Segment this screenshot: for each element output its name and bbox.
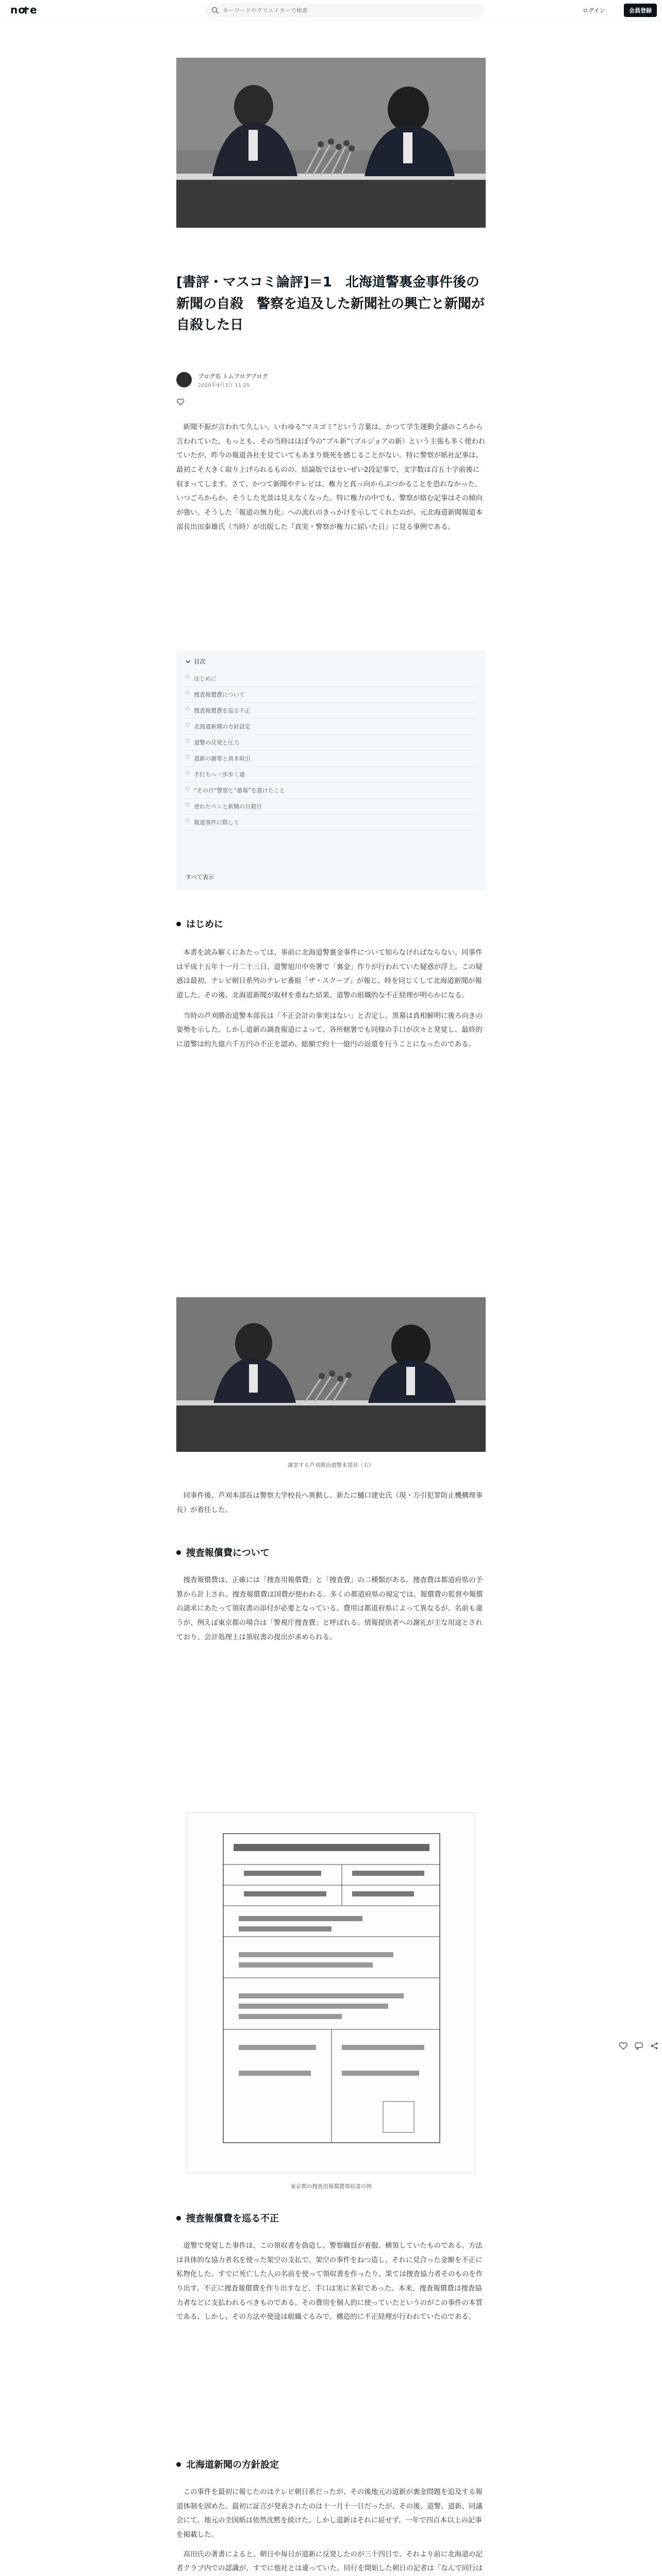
heart-icon[interactable] (619, 2041, 628, 2050)
heading-bullet (176, 2462, 181, 2467)
svg-text:no: no (10, 4, 26, 16)
policy-paragraph-1: この事件を最初に報じたのはテレビ朝日系だったが、その後地元の道新が裏金問題を追及する報道体制を固めた。最初に証言が発表されたのは十一月十一日だったが、その後、道警、道新、同議会にて、地元の全国紙は依然沈黙を続けた。しかし道新はそれに屈せず、一年で四百本以上の記事を掲載した。 (176, 2488, 483, 2539)
after-photo-paragraph: 同事件後、芦刈本部長は警察大学校長へ異動し、新たに樋口建史氏（現・万引犯罪防止機構理事長）が着任した。 (176, 1492, 483, 1514)
receipt-document-image (187, 1812, 475, 2173)
toc-item[interactable]: ○ 報道事件に際して (186, 815, 476, 831)
rewards-paragraph: 捜査報償費は、正確には「捜査用報償費」と「捜査費」の二種類がある。捜査費は都道府県の予算から計上され、捜査報償費は国費が使われる。多くの都道府県の規定では、報償費の監督や報償の請求にあたって領収書の添付が必要となっている。費用は都道府県によって異なるが、名前も違うが、例えば東京都の場合は「警視庁捜査費」と呼ばれる。情報提供者への謝礼が主な用途とされており、会計処理上は領収書の提出が求められる。 (176, 1576, 483, 1641)
policy-body (176, 2485, 486, 2576)
login-link[interactable]: ログイン (583, 7, 605, 14)
heading-text: 捜査報償費を巡る不正 (186, 2213, 279, 2224)
author-block[interactable] (176, 371, 486, 389)
intro-body (176, 946, 486, 1052)
article-title: [書評・マスコミ論評]＝1 北海道警裏金事件後の新聞の自殺 警察を追及した新聞社の興亡と新聞が自殺した日 (176, 275, 485, 333)
lead-paragraph: 新聞不振が言われて久しい。いわゆる“マスゴミ”という言葉は、かつて学生運動全盛のころから言われていた。もっとも、その当時はほぼ今の“ブル新”（ブルジョアの新）という主張も多く使われていたが、昨今の報道各社を見ていてもあまり焼死を感じることがない。特に警察が紙社記事は、最初こそ大きく取り上げられるものの、結論版ではせいぜい2段記事で、文字数は百五十字前後に収まってします。さて、かつて新聞やテレビは、権力と真っ向からぶつかることを恐れなかった。いつごろからか、そうした光景は見えなくなった。特に権力の中でも、警察が絡む記事はその傾向が強い。そうした「報道の無力化」への流れのきっかけを示してくれたのが、元北海道新聞報道本部長出田泰雄氏（当時）が出版した『真実・警察が権力に屈いた日』に見る事例である。 (176, 423, 486, 531)
intro-paragraph-2: 当時の芦刈勝治道警本部長は「不正会計の事実はない」と否定し、黒幕は真相解明に後ろ向きの姿勢を示した。しかし道新の調査報道によって、各所轄署でも同様の手口が次々と発覚し、最終的に道警は約九億六千万円の不正を認め、総額で約十一億円の返還を行うことになったのである。 (176, 1011, 483, 1049)
section-heading-rewards (176, 1546, 270, 1559)
document-caption: 東京都の捜査用報償費領収書の例 (290, 2183, 372, 2190)
toc-item[interactable]: ○ 道新の謝罪と真木取引 (186, 751, 476, 767)
toc-item[interactable]: ○ 道警の反発と圧力 (186, 735, 476, 751)
photo-caption: 謝罪する芦刈勝治道警本部長（右） (288, 1462, 374, 1468)
toc-show-all-button[interactable]: すべて表示 (186, 874, 214, 880)
note-logo-icon (10, 4, 46, 16)
intro-paragraph-1: 本書を読み解くにあたっては、事前に北海道警裏金事件について知らなければならない。同事件は平成十五年十一月二十三日、道警旭川中央署で「裏金」作りが行われていた疑惑が浮上。この疑惑は最初、テレビ朝日系列のテレビ番組「ザ・スクープ」が報じ、時を同じくして北海道新聞が報道した。その後、北海道新聞が取材を重ねた結果、道警の組織的な不正経理が明らかになる。 (176, 948, 483, 1000)
table-of-contents (176, 650, 486, 890)
note-logo[interactable] (10, 4, 46, 16)
toc-item[interactable]: ○ “その日”警察と“墓場”を貫けたこと (186, 783, 476, 799)
toc-item[interactable]: ○ 捜査報償費について (186, 687, 476, 703)
share-icon[interactable] (650, 2041, 659, 2050)
search-bar[interactable] (205, 3, 484, 18)
search-input[interactable] (223, 7, 470, 14)
policy-paragraph-2: 高田氏の著書によると、朝日や毎日が道新に反発したのが三十四日で、それより前に北海道の記者クラブ内での認識が、すでに他社とは違っていた。同行を開始した朝日の記者は「なんで同行は (176, 2550, 483, 2573)
search-icon (211, 7, 219, 14)
fraud-body (176, 2239, 486, 2325)
svg-text:e: e (30, 4, 38, 16)
toc-item[interactable]: ○ 手打ちへ一歩歩く道 (186, 767, 476, 783)
site-header (0, 0, 662, 21)
heading-text: 捜査報償費について (186, 1548, 270, 1558)
heading-bullet (176, 1550, 181, 1555)
fraud-paragraph: 道警で発覚した事件は、この領収書を偽造し、警察職員が着服、横領していたものである。方法は具体的な協力者名を使った架空の支払で、架空の事件をねつ造し、それに見合った金額を不正に私物化した。すでに死亡した人の名前を使って領収書を作ったり、果ては捜査協力者そのものを作り出す、不正に捜査報償費を作り出すなど、手口は実に多彩であった。本来、捜査報償費は捜査協力者などに支払われるべきものである。その費用を個人的に使っていたというのがこの事件の本質である。しかし、その方法や使途は組織ぐるみで、構造的に不正経理が行われていたのである。 (176, 2242, 483, 2321)
post-date: 2020年9月3日 11:25 (198, 383, 250, 388)
chevron-down-icon (186, 659, 191, 664)
comment-icon[interactable] (634, 2041, 643, 2050)
section-heading-policy (176, 2458, 279, 2471)
avatar[interactable] (176, 372, 192, 387)
toc-heading: 目次 (194, 658, 206, 665)
toc-item[interactable]: ○ 捜査報償費を巡る不正 (186, 703, 476, 719)
hero-image (176, 58, 486, 228)
section-heading-fraud (176, 2211, 279, 2225)
toc-item[interactable]: ○ はじめに (186, 671, 476, 687)
heading-text: はじめに (186, 919, 223, 930)
heading-text: 北海道新聞の方針設定 (186, 2460, 279, 2470)
author-name[interactable]: ブログ名 トムブログブログ (198, 373, 268, 380)
toc-item[interactable]: ○ 北海道新聞の方針設定 (186, 719, 476, 735)
toc-item[interactable]: ○ 逆れたペンと新聞の自殺日 (186, 799, 476, 815)
rewards-body (176, 1573, 486, 1645)
signup-button[interactable]: 会員登録 (624, 4, 657, 17)
lead-section (176, 420, 486, 534)
heart-icon[interactable] (176, 398, 185, 406)
press-conference-photo (176, 1297, 486, 1452)
section-heading-intro (176, 917, 223, 930)
heading-bullet (176, 922, 181, 926)
floating-action-icons (619, 2041, 659, 2050)
after-photo-body (176, 1489, 486, 1517)
toc-header[interactable] (186, 657, 476, 666)
heading-bullet (176, 2216, 181, 2221)
